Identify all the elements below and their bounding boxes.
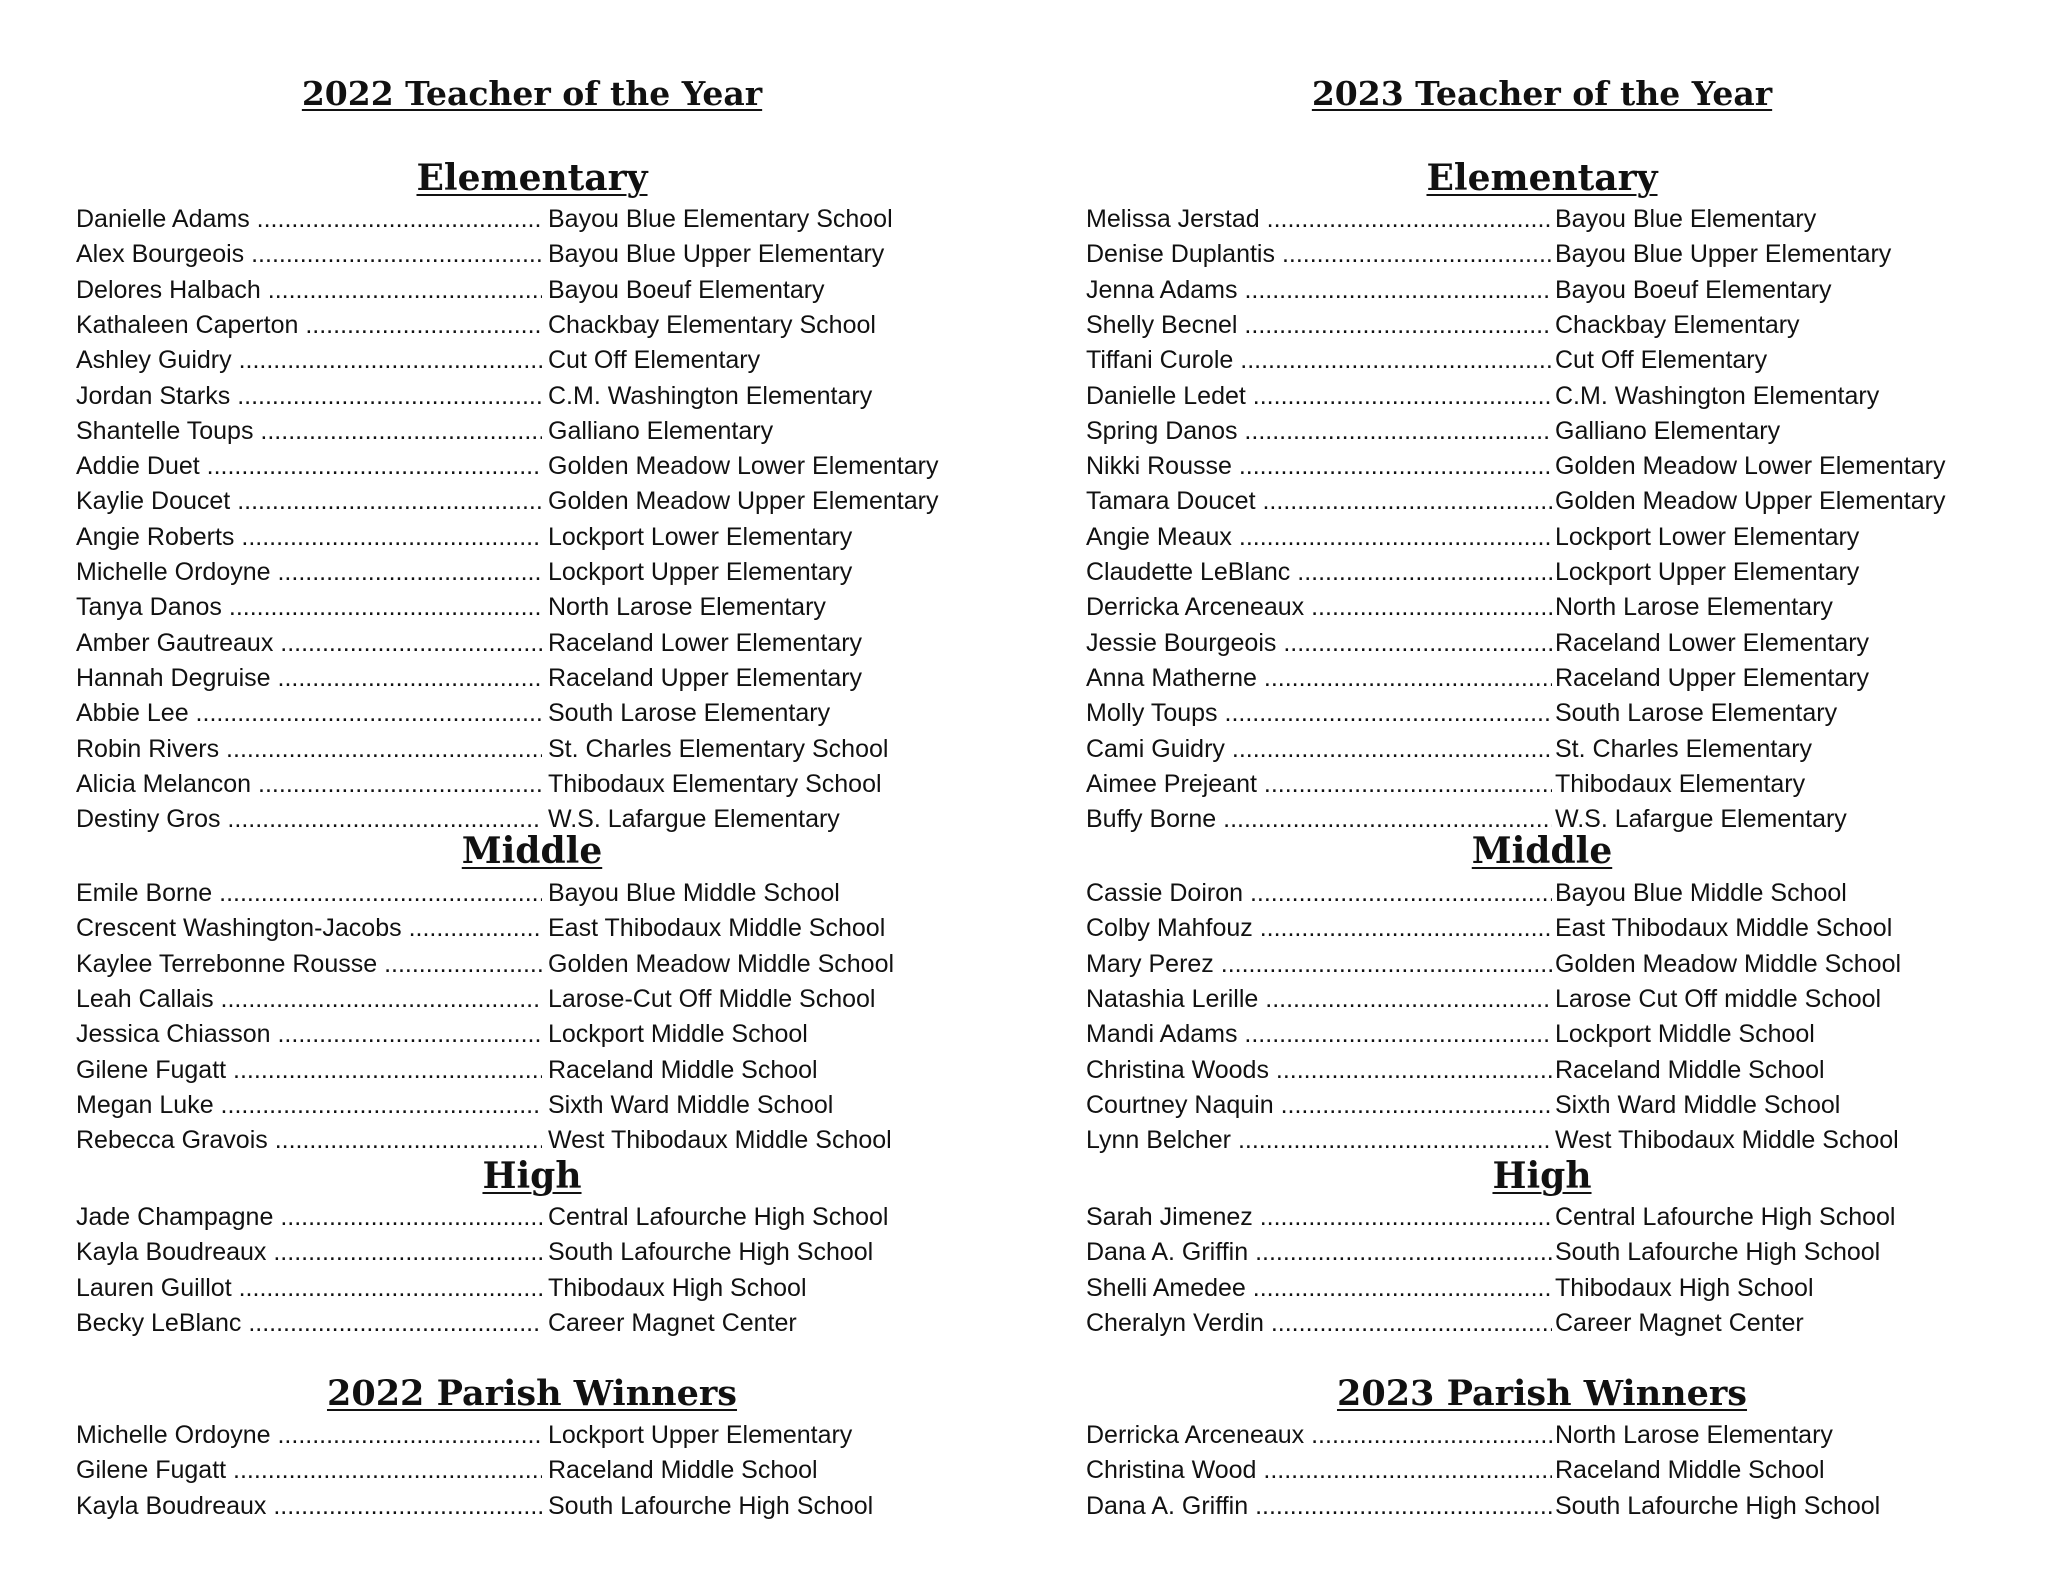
teacher-name: Michelle Ordoyne .....: [76, 1418, 542, 1453]
teacher-name: Claudette LeBlanc .....: [1086, 555, 1552, 590]
teacher-name: Jordan Starks .....: [76, 379, 542, 414]
school-name: W.S. Lafargue Elementary: [1555, 805, 1847, 834]
teacher-name: Jenna Adams .....: [1086, 273, 1552, 308]
teacher-name: Jessie Bourgeois .....: [1086, 626, 1552, 661]
school-name: Raceland Middle School: [548, 1456, 818, 1485]
school-name: Raceland Upper Elementary: [1555, 663, 1870, 692]
school-name: Golden Meadow Lower Elementary: [548, 452, 939, 481]
teacher-name: Colby Mahfouz .....: [1086, 911, 1552, 946]
teacher-name: Dana A. Griffin .....: [1086, 1235, 1552, 1270]
teacher-name: Jade Champagne .....: [76, 1200, 542, 1235]
school-name: Thibodaux High School: [548, 1273, 807, 1302]
teacher-name: Buffy Borne .....: [1086, 802, 1552, 837]
school-name: Raceland Middle School: [548, 1055, 818, 1084]
teacher-name: Kayla Boudreaux .....: [76, 1235, 542, 1270]
school-name: Raceland Lower Elementary: [1555, 628, 1870, 657]
teacher-name: Crescent Washington-Jacobs .....: [76, 911, 542, 946]
school-name: Cut Off Elementary: [548, 346, 761, 375]
teacher-name: Natashia Lerille .....: [1086, 982, 1552, 1017]
school-name: Golden Meadow Lower Elementary: [1555, 452, 1946, 481]
teacher-name: Lynn Belcher .....: [1086, 1123, 1552, 1158]
school-name: North Larose Elementary: [548, 593, 826, 622]
school-name: Galliano Elementary: [1555, 416, 1781, 445]
teacher-name: Gilene Fugatt .....: [76, 1453, 542, 1488]
school-name: Thibodaux Elementary: [1555, 769, 1806, 798]
school-name: Central Lafourche High School: [1555, 1203, 1896, 1231]
teacher-name: Shantelle Toups .....: [76, 414, 542, 449]
school-name: Bayou Blue Middle School: [1555, 879, 1847, 907]
parish-winners-title: 2023 Parish Winners: [1336, 1373, 1748, 1414]
teacher-name: Becky LeBlanc .....: [76, 1306, 542, 1341]
school-name: Bayou Blue Upper Elementary: [1555, 240, 1892, 269]
school-name: Raceland Lower Elementary: [548, 628, 863, 657]
school-name: Lockport Upper Elementary: [1555, 558, 1860, 586]
teacher-name: Christina Woods .....: [1086, 1053, 1552, 1088]
teacher-name: Angie Meaux .....: [1086, 520, 1552, 555]
teacher-name: Danielle Adams .....: [76, 202, 542, 237]
teacher-name: Alicia Melancon .....: [76, 767, 542, 802]
teacher-name: Courtney Naquin .....: [1086, 1088, 1552, 1123]
teacher-name: Tiffani Curole .....: [1086, 343, 1552, 378]
parish-winners-title: 2022 Parish Winners: [326, 1373, 738, 1414]
teacher-name: Alex Bourgeois .....: [76, 237, 542, 272]
teacher-name: Mandi Adams .....: [1086, 1017, 1552, 1052]
school-name: Bayou Boeuf Elementary: [548, 275, 825, 304]
school-name: Lockport Middle School: [548, 1020, 808, 1049]
school-name: South Lafourche High School: [548, 1238, 874, 1267]
school-name: Bayou Blue Elementary: [1555, 205, 1817, 233]
school-name: Central Lafourche High School: [548, 1203, 889, 1231]
school-name: Larose Cut Off middle School: [1555, 984, 1882, 1013]
school-name: North Larose Elementary: [1555, 1421, 1833, 1449]
teacher-name: Nikki Rousse .....: [1086, 449, 1552, 484]
school-name: East Thibodaux Middle School: [1555, 914, 1893, 943]
section-heading-middle: Middle: [1471, 830, 1613, 872]
school-name: Raceland Middle School: [1555, 1055, 1825, 1084]
school-name: Bayou Blue Middle School: [548, 879, 840, 907]
school-name: Career Magnet Center: [1555, 1308, 1804, 1337]
section-heading-elementary: Elementary: [1426, 157, 1658, 199]
teacher-name: Amber Gautreaux .....: [76, 626, 542, 661]
page-title: 2023 Teacher of the Year: [1311, 74, 1773, 113]
teacher-name: Shelli Amedee .....: [1086, 1271, 1552, 1306]
school-name: Raceland Upper Elementary: [548, 663, 863, 692]
school-name: Lockport Upper Elementary: [548, 1421, 853, 1449]
school-name: Thibodaux High School: [1555, 1273, 1814, 1302]
school-name: St. Charles Elementary: [1555, 734, 1813, 763]
teacher-name: Derricka Arceneaux .....: [1086, 590, 1552, 625]
section-heading-high: High: [1492, 1155, 1592, 1197]
teacher-name: Hannah Degruise .....: [76, 661, 542, 696]
school-name: C.M. Washington Elementary: [1555, 381, 1880, 410]
teacher-name: Derricka Arceneaux .....: [1086, 1418, 1552, 1453]
teacher-name: Addie Duet .....: [76, 449, 542, 484]
teacher-name: Danielle Ledet .....: [1086, 379, 1552, 414]
school-name: East Thibodaux Middle School: [548, 914, 886, 943]
teacher-name: Megan Luke .....: [76, 1088, 542, 1123]
teacher-name: Angie Roberts .....: [76, 520, 542, 555]
teacher-name: Rebecca Gravois .....: [76, 1123, 542, 1158]
school-name: Golden Meadow Middle School: [548, 949, 895, 978]
teacher-name: Kaylie Doucet .....: [76, 484, 542, 519]
school-name: Chackbay Elementary School: [548, 310, 876, 339]
teacher-name: Spring Danos .....: [1086, 414, 1552, 449]
school-name: W.S. Lafargue Elementary: [548, 805, 840, 834]
school-name: Lockport Lower Elementary: [1555, 522, 1860, 551]
teacher-name: Aimee Prejeant .....: [1086, 767, 1552, 802]
school-name: C.M. Washington Elementary: [548, 381, 873, 410]
teacher-name: Robin Rivers .....: [76, 732, 542, 767]
school-name: Cut Off Elementary: [1555, 346, 1768, 375]
school-name: Sixth Ward Middle School: [548, 1090, 834, 1119]
teacher-name: Dana A. Griffin .....: [1086, 1489, 1552, 1524]
teacher-name: Delores Halbach .....: [76, 273, 542, 308]
school-name: South Larose Elementary: [1555, 699, 1838, 728]
school-name: Galliano Elementary: [548, 416, 774, 445]
teacher-name: Michelle Ordoyne .....: [76, 555, 542, 590]
teacher-name: Cheralyn Verdin .....: [1086, 1306, 1552, 1341]
school-name: Thibodaux Elementary School: [548, 769, 882, 798]
school-name: St. Charles Elementary School: [548, 734, 889, 763]
school-name: South Lafourche High School: [548, 1491, 874, 1520]
school-name: Raceland Middle School: [1555, 1456, 1825, 1485]
teacher-name: Jessica Chiasson .....: [76, 1017, 542, 1052]
teacher-name: Melissa Jerstad .....: [1086, 202, 1552, 237]
school-name: Sixth Ward Middle School: [1555, 1090, 1841, 1119]
teacher-name: Mary Perez .....: [1086, 947, 1552, 982]
teacher-name: Tamara Doucet .....: [1086, 484, 1552, 519]
teacher-name: Kathaleen Caperton .....: [76, 308, 542, 343]
teacher-name: Lauren Guillot .....: [76, 1271, 542, 1306]
school-name: South Lafourche High School: [1555, 1238, 1881, 1267]
teacher-name: Tanya Danos .....: [76, 590, 542, 625]
school-name: Golden Meadow Middle School: [1555, 949, 1902, 978]
school-name: Golden Meadow Upper Elementary: [1555, 487, 1946, 516]
school-name: Bayou Blue Upper Elementary: [548, 240, 885, 269]
teacher-name: Kaylee Terrebonne Rousse .....: [76, 947, 542, 982]
school-name: Chackbay Elementary: [1555, 310, 1800, 339]
teacher-name: Emile Borne .....: [76, 876, 542, 911]
school-name: Golden Meadow Upper Elementary: [548, 487, 939, 516]
teacher-name: Shelly Becnel .....: [1086, 308, 1552, 343]
section-heading-high: High: [482, 1155, 582, 1197]
teacher-name: Abbie Lee .....: [76, 696, 542, 731]
teacher-name: Molly Toups .....: [1086, 696, 1552, 731]
section-heading-elementary: Elementary: [416, 157, 648, 199]
school-name: West Thibodaux Middle School: [548, 1126, 892, 1155]
teacher-name: Gilene Fugatt .....: [76, 1053, 542, 1088]
school-name: Career Magnet Center: [548, 1308, 797, 1337]
teacher-name: Destiny Gros .....: [76, 802, 542, 837]
school-name: Lockport Upper Elementary: [548, 558, 853, 586]
school-name: Bayou Blue Elementary School: [548, 205, 893, 233]
teacher-name: Denise Duplantis .....: [1086, 237, 1552, 272]
teacher-name: Cassie Doiron .....: [1086, 876, 1552, 911]
page-title: 2022 Teacher of the Year: [301, 74, 763, 113]
teacher-name: Sarah Jimenez .....: [1086, 1200, 1552, 1235]
school-name: Larose-Cut Off Middle School: [548, 984, 876, 1013]
school-name: North Larose Elementary: [1555, 593, 1833, 622]
teacher-name: Cami Guidry .....: [1086, 732, 1552, 767]
school-name: Lockport Lower Elementary: [548, 522, 853, 551]
teacher-name: Leah Callais .....: [76, 982, 542, 1017]
school-name: West Thibodaux Middle School: [1555, 1126, 1899, 1155]
teacher-name: Kayla Boudreaux .....: [76, 1489, 542, 1524]
teacher-name: Christina Wood .....: [1086, 1453, 1552, 1488]
school-name: South Larose Elementary: [548, 699, 831, 728]
teacher-name: Anna Matherne .....: [1086, 661, 1552, 696]
school-name: South Lafourche High School: [1555, 1491, 1881, 1520]
section-heading-middle: Middle: [461, 830, 603, 872]
school-name: Bayou Boeuf Elementary: [1555, 275, 1832, 304]
school-name: Lockport Middle School: [1555, 1020, 1815, 1049]
teacher-name: Ashley Guidry .....: [76, 343, 542, 378]
